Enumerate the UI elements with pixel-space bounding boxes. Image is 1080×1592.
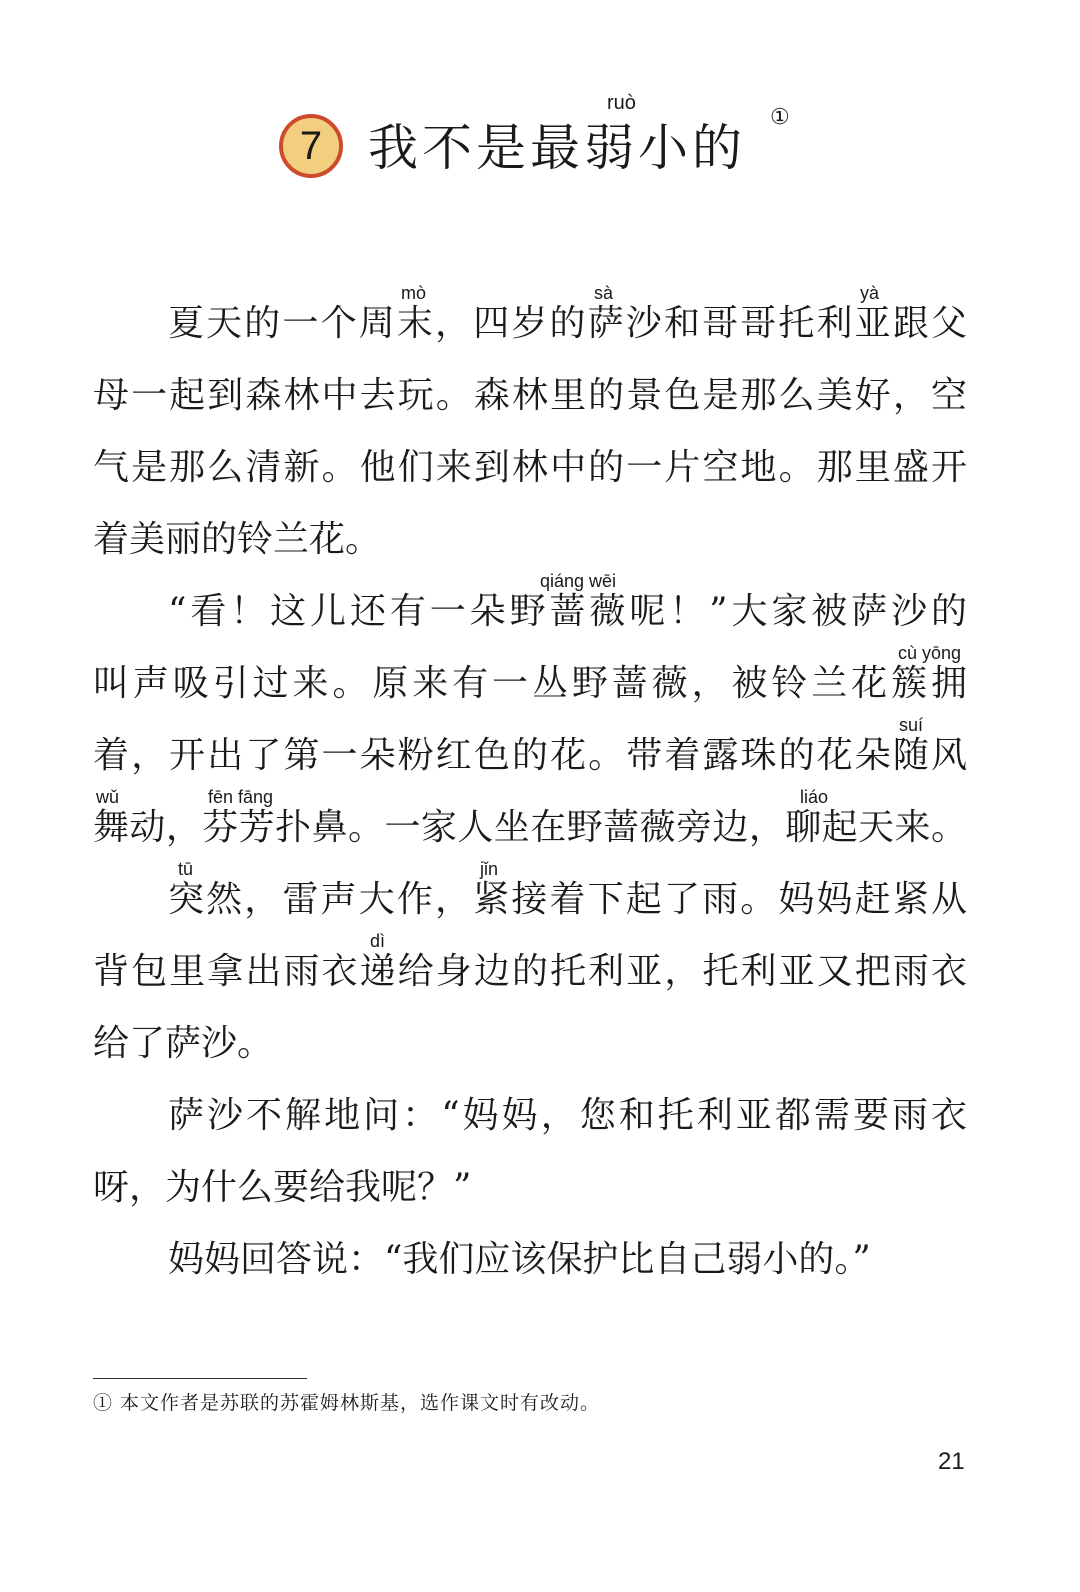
paragraph-3-line-1: 突然，雷声大作，紧接着下起了雨。妈妈赶紧从: [168, 879, 967, 920]
page-number: 21: [938, 1448, 965, 1475]
pinyin-wu: wǔ: [96, 787, 120, 807]
footnote-divider: [93, 1378, 307, 1379]
lesson-title: 我不是最弱小的: [368, 119, 746, 177]
paragraph-1-line-1: 夏天的一个周末，四岁的萨沙和哥哥托利亚跟父: [168, 303, 967, 344]
paragraph-1-line-2: 母一起到森林中去玩。森林里的景色是那么美好，空: [93, 375, 967, 416]
paragraph-1-line-4: 着美丽的铃兰花。: [93, 519, 382, 560]
lesson-title-row: [0, 105, 1080, 198]
pinyin-jin: jǐn: [480, 859, 499, 879]
paragraph-3-line-3: 给了萨沙。: [93, 1023, 274, 1064]
paragraph-2-line-4: 舞动，芬芳扑鼻。一家人坐在野蔷薇旁边，聊起天来。: [93, 807, 967, 848]
paragraph-2-line-1: “看！这儿还有一朵野蔷薇呢！”大家被萨沙的: [168, 591, 967, 632]
pinyin-ya: yà: [860, 283, 880, 303]
footnote: ① 本文作者是苏联的苏霍姆林斯基，选作课文时有改动。: [93, 1392, 601, 1414]
paragraph-4-line-2: 呀，为什么要给我呢？”: [93, 1167, 472, 1208]
pinyin-sa: sà: [594, 283, 614, 303]
lesson-number-badge: 7: [279, 114, 343, 178]
paragraph-2-line-2: 叫声吸引过来。原来有一丛野蔷薇，被铃兰花簇拥: [93, 663, 967, 704]
paragraph-1-line-3: 气是那么清新。他们来到林中的一片空地。那里盛开: [93, 447, 967, 488]
pinyin-fenfang: fēn fāng: [208, 787, 274, 807]
pinyin-tu: tū: [178, 859, 194, 879]
paragraph-4-line-1: 萨沙不解地问：“妈妈，您和托利亚都需要雨衣: [168, 1095, 967, 1136]
pinyin-sui: suí: [899, 715, 924, 735]
paragraph-3-line-2: 背包里拿出雨衣递给身边的托利亚，托利亚又把雨衣: [93, 951, 967, 992]
title-footnote-mark: ①: [770, 105, 790, 130]
pinyin-qiangwei: qiáng wēi: [540, 571, 617, 591]
paragraph-2-line-3: 着，开出了第一朵粉红色的花。带着露珠的花朵随风: [93, 735, 967, 776]
title-pinyin-ruo: ruò: [607, 92, 636, 114]
pinyin-mo: mò: [401, 283, 427, 303]
pinyin-cuyong: cù yōng: [898, 643, 962, 663]
pinyin-liao: liáo: [800, 787, 829, 807]
paragraph-5-line-1: 妈妈回答说：“我们应该保护比自己弱小的。”: [168, 1239, 871, 1280]
pinyin-di: dì: [370, 931, 386, 951]
